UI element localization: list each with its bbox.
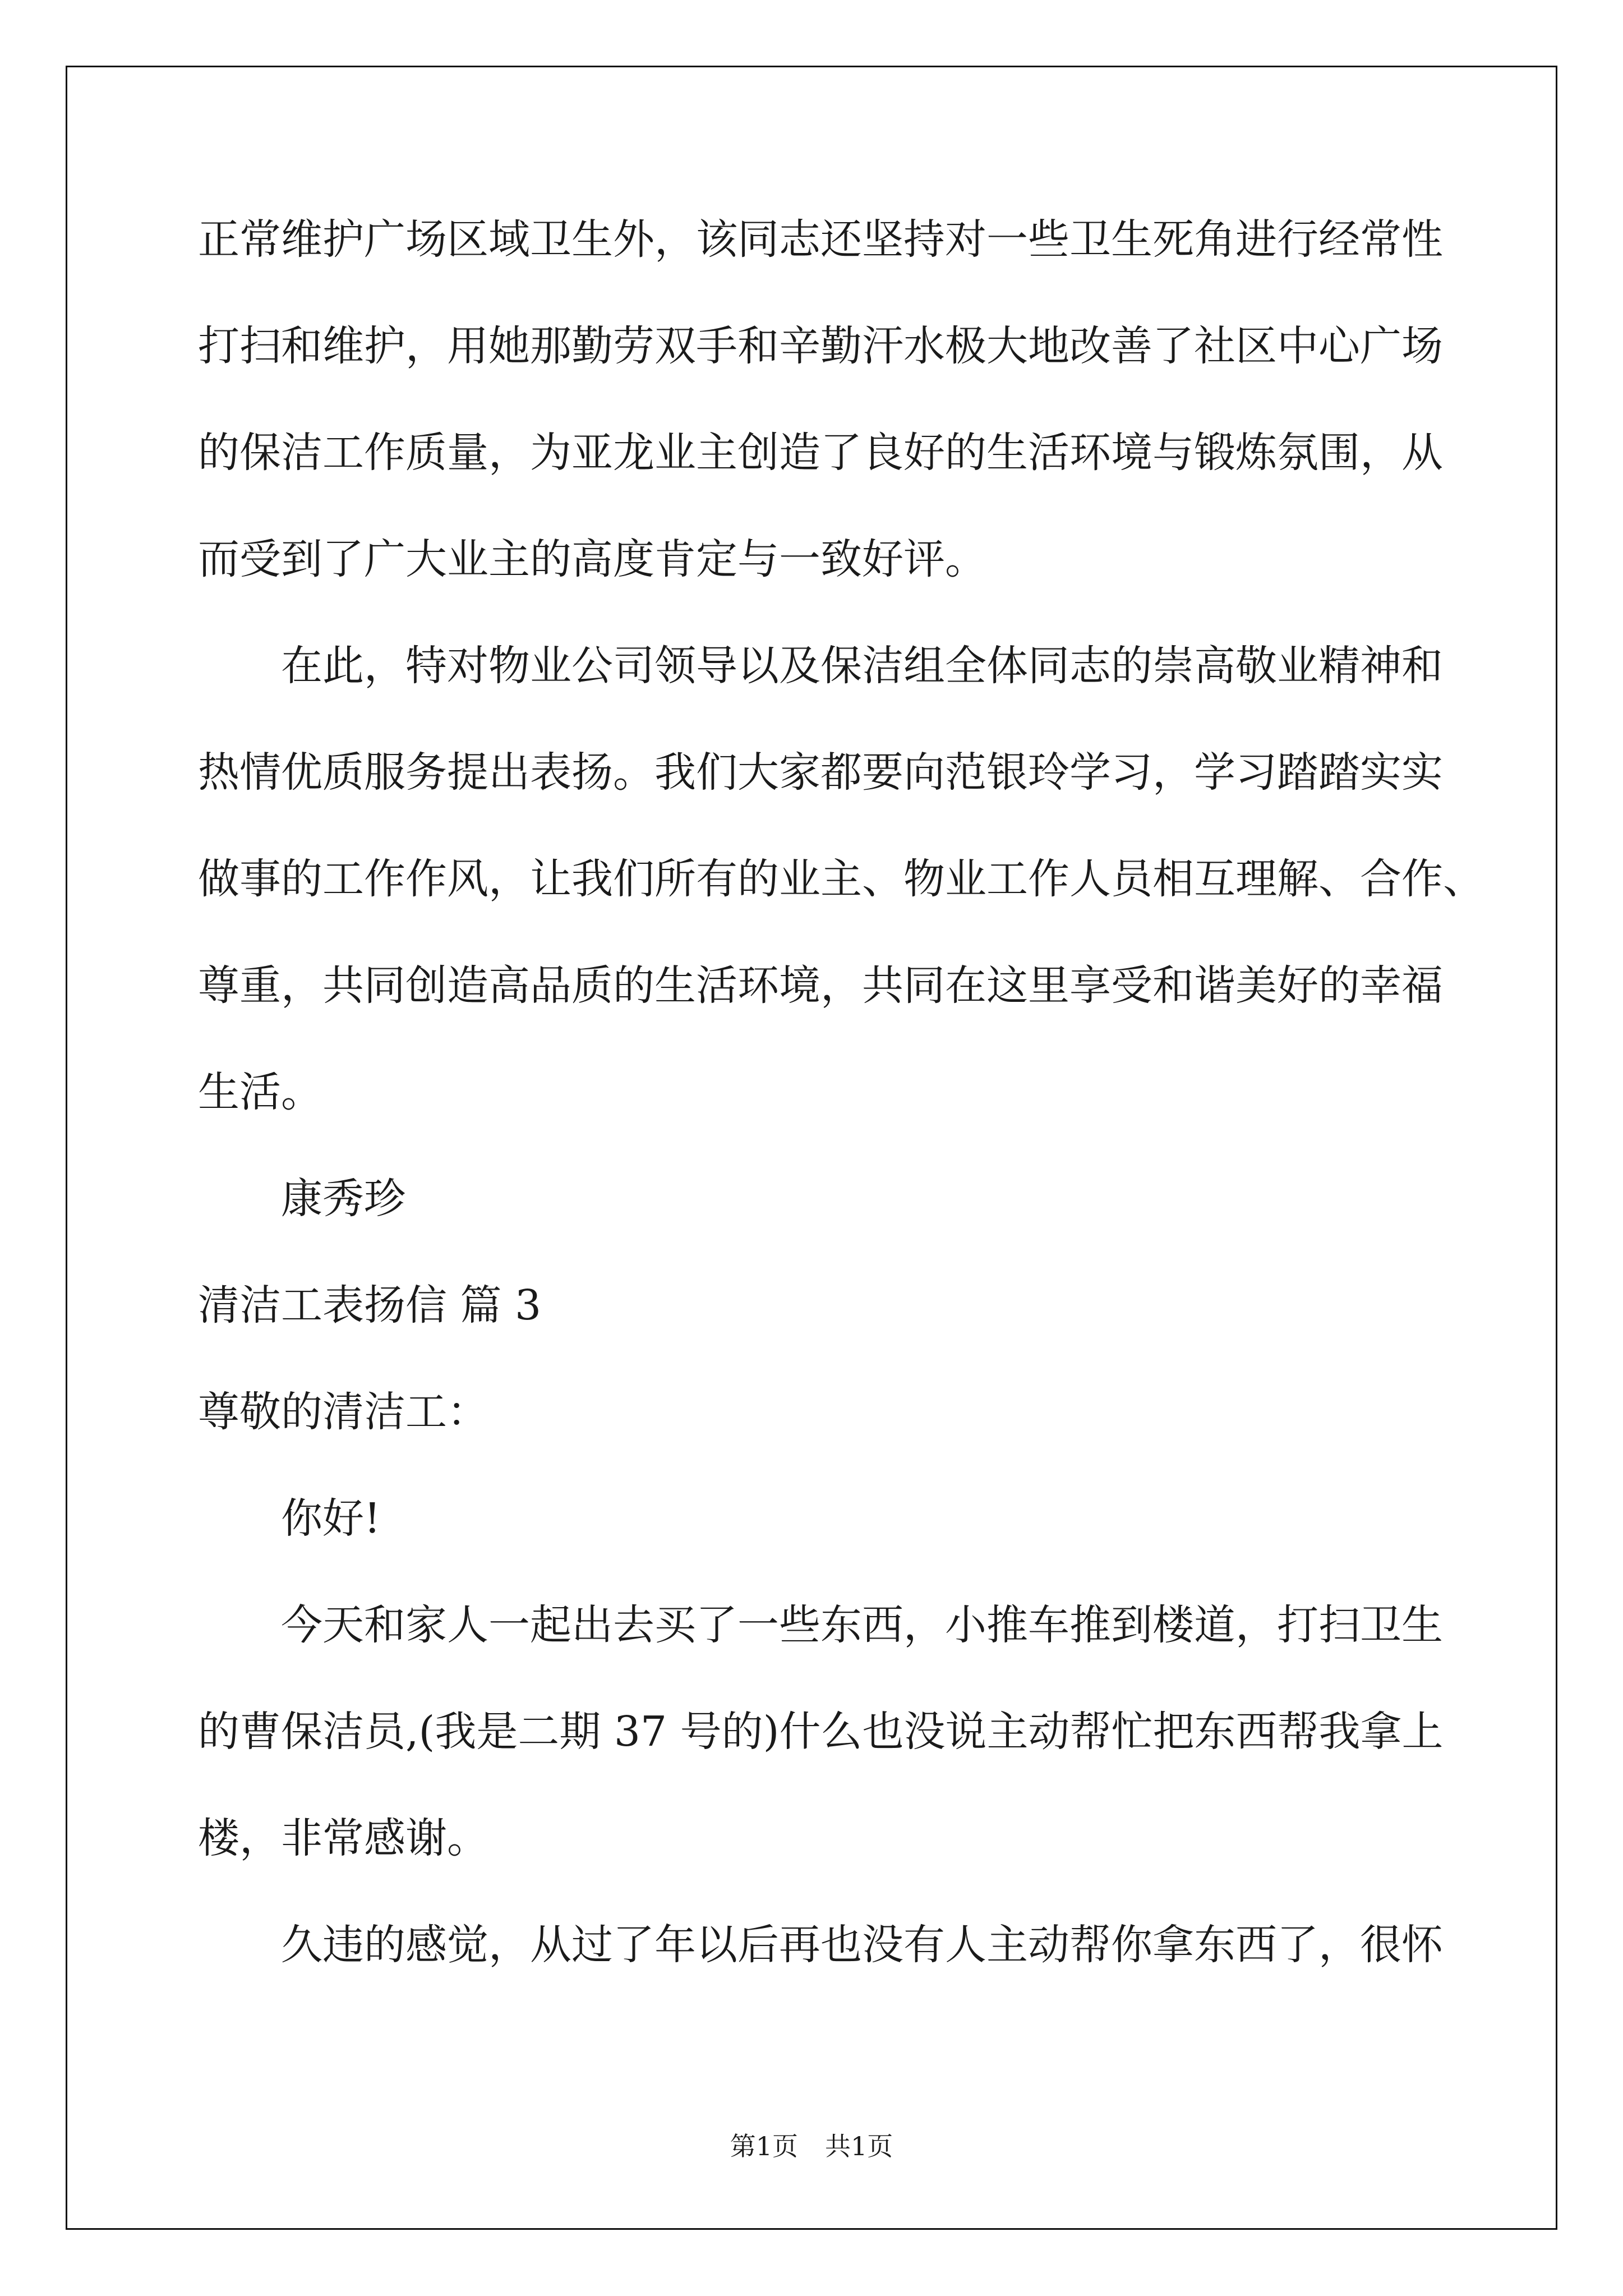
text-line: 正常维护广场区域卫生外，该同志还坚持对一些卫生死角进行经常性 (198, 215, 1443, 264)
text-line: 生活。 (198, 1068, 322, 1116)
signature: 康秀珍 (281, 1175, 405, 1223)
page-border (66, 66, 1557, 2230)
page-number: 第1页 (730, 2131, 798, 2161)
text-line: 打扫和维护，用她那勤劳双手和辛勤汗水极大地改善了社区中心广场 (198, 322, 1443, 370)
greeting: 你好! (281, 1494, 381, 1543)
section-heading: 清洁工表扬信 篇 3 (198, 1281, 542, 1329)
text-line: 久违的感觉，从过了年以后再也没有人主动帮你拿东西了，很怀 (281, 1921, 1443, 1969)
text-line: 热情优质服务提出表扬。我们大家都要向范银玲学习，学习踏踏实实 (198, 748, 1443, 797)
text-line: 今天和家人一起出去买了一些东西，小推车推到楼道，打扫卫生 (281, 1601, 1443, 1649)
page-footer (0, 2126, 1623, 2163)
text-line: 楼，非常感谢。 (198, 1814, 488, 1862)
page-total: 共1页 (825, 2131, 893, 2161)
text-line: 的曹保洁员,(我是二期 37 号的)什么也没说主动帮忙把东西帮我拿上 (198, 1708, 1444, 1756)
salutation: 尊敬的清洁工： (198, 1388, 488, 1436)
text-line: 的保洁工作质量，为亚龙业主创造了良好的生活环境与锻炼氛围，从 (198, 429, 1443, 477)
text-line: 做事的工作作风，让我们所有的业主、物业工作人员相互理解、合作、 (198, 855, 1484, 903)
text-line: 而受到了广大业主的高度肯定与一致好评。 (198, 535, 986, 583)
text-line: 在此，特对物业公司领导以及保洁组全体同志的崇高敬业精神和 (281, 642, 1443, 690)
text-line: 尊重，共同创造高品质的生活环境，共同在这里享受和谐美好的幸福 (198, 961, 1443, 1010)
